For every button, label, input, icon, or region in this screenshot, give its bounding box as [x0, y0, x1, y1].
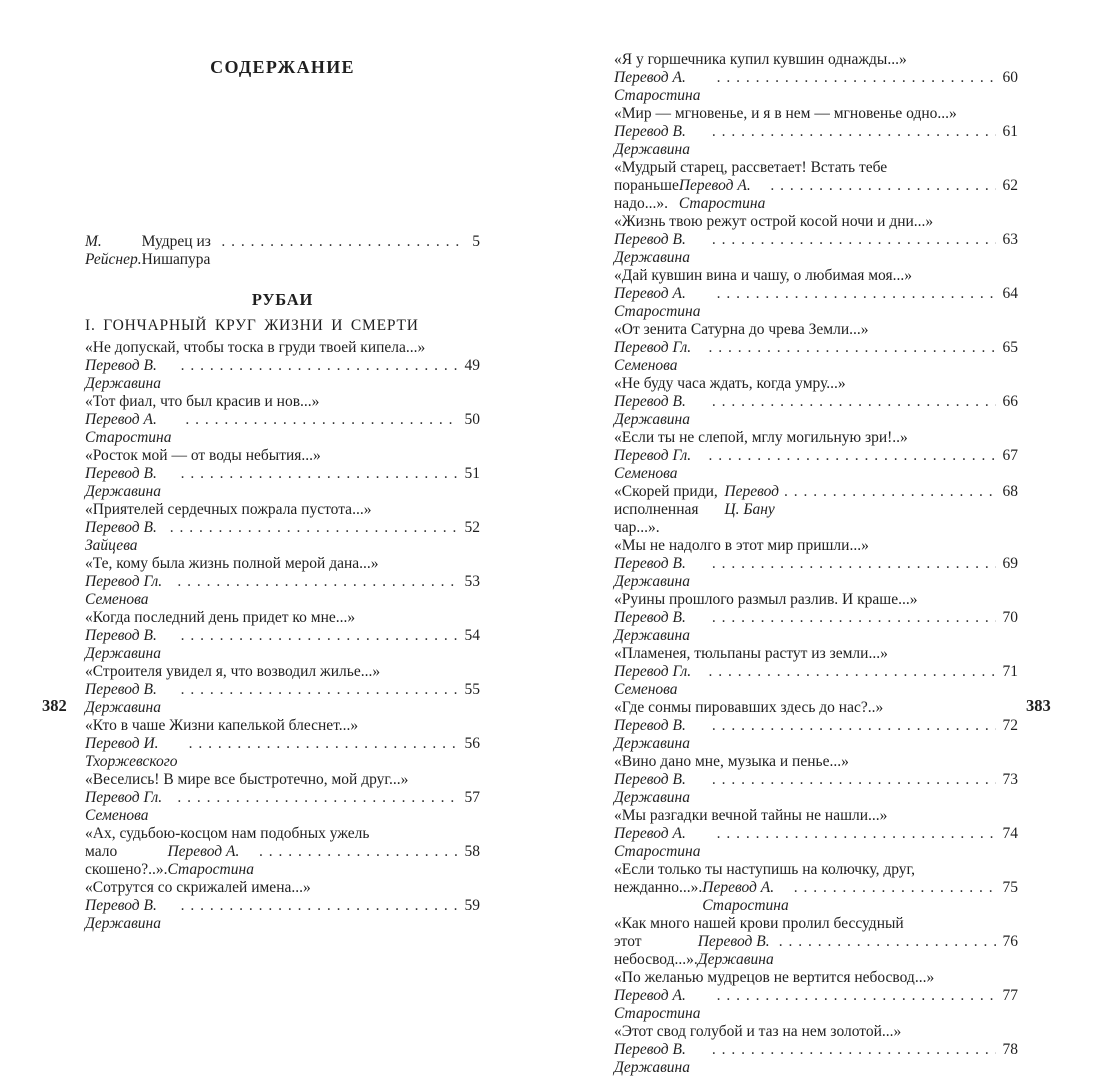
toc-entry	[85, 447, 480, 501]
dot-leader	[181, 357, 458, 375]
subsection-heading: I. ГОНЧАРНЫЙ КРУГ ЖИЗНИ И СМЕРТИ	[85, 317, 419, 334]
entry-page-number: 56	[464, 735, 480, 752]
entry-page-number: 61	[1002, 123, 1018, 140]
right-entries	[614, 51, 1018, 1077]
entry-page-number: 74	[1002, 825, 1018, 842]
toc-entry	[614, 969, 1018, 1023]
toc-entry	[614, 591, 1018, 645]
entry-ref-line	[85, 681, 480, 717]
entry-page-number: 57	[464, 789, 480, 806]
entry-page-number: 59	[464, 897, 480, 914]
dot-leader	[712, 555, 996, 573]
entry-page-number: 50	[464, 411, 480, 428]
entry-title-line: «Если ты не слепой, мглу могильную зри!..»	[614, 429, 908, 446]
entry-title-line: «Не допускай, чтобы тоска в груди твоей кипела...»	[85, 339, 426, 356]
entry-translator: Перевод В. Державина	[85, 465, 161, 500]
entry-page-number: 60	[1002, 69, 1018, 86]
entry-translator: Перевод В. Державина	[614, 555, 690, 590]
entry-page-number: 68	[1002, 483, 1018, 500]
entry-translator: Перевод А. Старостина	[167, 843, 254, 878]
entry-title-continuation: мало скошено?..».	[85, 843, 168, 878]
entry-translator: Перевод А. Старостина	[85, 411, 172, 446]
dot-leader	[770, 177, 995, 195]
entry-page-number: 54	[464, 627, 480, 644]
dot-leader	[794, 879, 996, 897]
entry-title-inline: «Скорей приди, исполненная чар...».	[614, 483, 718, 536]
entry-title-line: «Пламенея, тюльпаны растут из земли...»	[614, 645, 888, 662]
entry-title-line: «Жизнь твою режут острой косой ночи и дни...»	[614, 213, 934, 230]
entry-ref-line	[85, 789, 480, 825]
entry-ref-line	[614, 555, 1018, 591]
dot-leader	[181, 681, 458, 699]
toc-entry	[614, 159, 1018, 213]
entry-translator: Перевод И. Тхоржевского	[85, 735, 178, 770]
entry-translator: Перевод В. Державина	[614, 231, 690, 266]
entry-page-number: 73	[1002, 771, 1018, 788]
intro-title: Мудрец из Нишапура	[141, 233, 211, 268]
entry-translator: Перевод В. Державина	[614, 771, 690, 806]
entry-page-number: 64	[1002, 285, 1018, 302]
toc-entry	[614, 861, 1018, 915]
entry-title-continuation: пораньше надо...».	[614, 177, 679, 212]
toc-entry	[614, 915, 1018, 969]
entry-title-line: «От зенита Сатурна до чрева Земли...»	[614, 321, 869, 338]
dot-leader	[712, 771, 996, 789]
entry-ref-line	[614, 447, 1018, 483]
dot-leader	[712, 393, 996, 411]
entry-page-number: 75	[1002, 879, 1018, 896]
toc-entry	[614, 213, 1018, 267]
entry-ref-line	[614, 231, 1018, 267]
entry-title-line: «Веселись! В мире все быстротечно, мой друг...»	[85, 771, 409, 788]
entry-page-number: 5	[472, 233, 480, 250]
toc-entry	[85, 339, 480, 393]
toc-entry	[85, 393, 480, 447]
right-page	[614, 0, 1018, 1077]
dot-leader	[189, 735, 458, 753]
entry-ref-line	[85, 465, 480, 501]
entry-ref-line	[614, 663, 1018, 699]
entry-page-number: 52	[464, 519, 480, 536]
dot-leader	[181, 465, 458, 483]
entry-ref-line	[85, 357, 480, 393]
dot-leader	[717, 69, 996, 87]
entry-translator: Перевод В. Державина	[85, 681, 161, 716]
folio-right: 383	[1026, 696, 1051, 715]
entry-translator: Перевод В. Державина	[614, 123, 690, 158]
entry-title-line: «Росток мой — от воды небытия...»	[85, 447, 321, 464]
entry-page-number: 70	[1002, 609, 1018, 626]
intro-entry	[85, 233, 480, 269]
toc-entry	[614, 537, 1018, 591]
entry-ref-line	[85, 573, 480, 609]
entry-ref-line	[614, 285, 1018, 321]
entry-translator: Перевод Гл. Семенова	[614, 447, 692, 482]
entry-ref-line	[614, 1041, 1018, 1077]
entry-page-number: 62	[1002, 177, 1018, 194]
entry-page-number: 77	[1002, 987, 1018, 1004]
dot-leader	[709, 339, 996, 357]
entry-page-number: 76	[1002, 933, 1018, 950]
entry-title-line: «Приятелей сердечных пожрала пустота...»	[85, 501, 372, 518]
entry-title-line: «Кто в чаше Жизни капелькой блеснет...»	[85, 717, 359, 734]
dot-leader	[712, 231, 996, 249]
entry-page-number: 78	[1002, 1041, 1018, 1058]
dot-leader	[185, 411, 457, 429]
toc-entry	[85, 825, 480, 879]
entry-translator: Перевод А. Старостина	[614, 69, 701, 104]
toc-entry	[614, 429, 1018, 483]
entry-page-number: 72	[1002, 717, 1018, 734]
entry-translator: Перевод Гл. Семенова	[614, 339, 692, 374]
dot-leader	[709, 447, 996, 465]
toc-entry	[614, 375, 1018, 429]
folio-left: 382	[42, 696, 67, 715]
entry-translator: Перевод А. Старостина	[614, 825, 701, 860]
entry-page-number: 53	[464, 573, 480, 590]
dot-leader	[712, 123, 996, 141]
entry-ref-line	[614, 123, 1018, 159]
entry-translator: Перевод А. Старостина	[614, 987, 701, 1022]
entry-translator: Перевод А. Старостина	[614, 285, 701, 320]
toc-entry	[85, 663, 480, 717]
entry-page-number: 71	[1002, 663, 1018, 680]
entry-title-line: «Руины прошлого размыл разлив. И краше...»	[614, 591, 918, 608]
entry-ref-line	[85, 843, 480, 879]
entry-title-line: «Ах, судьбою-косцом нам подобных ужель	[85, 825, 370, 842]
entry-translator: Перевод В. Зайцева	[85, 519, 157, 554]
entry-translator: Перевод Гл. Семенова	[85, 573, 163, 608]
entry-title-line: «Тот фиал, что был красив и нов...»	[85, 393, 320, 410]
dot-leader	[221, 233, 465, 251]
left-entries	[85, 339, 480, 933]
toc-entry	[85, 501, 480, 555]
entry-ref-line	[614, 339, 1018, 375]
entry-title-line: «Сотрутся со скрижалей имена...»	[85, 879, 311, 896]
entry-title-line: «Мы не надолго в этот мир пришли...»	[614, 537, 869, 554]
toc-entry	[614, 51, 1018, 105]
entry-translator: Перевод А. Старостина	[702, 879, 789, 914]
entry-translator: Перевод А. Старостина	[678, 177, 766, 212]
entry-title-line: «Я у горшечника купил кувшин однажды...»	[614, 51, 907, 68]
entry-ref-line	[85, 735, 480, 771]
dot-leader	[779, 933, 996, 951]
entry-title-continuation: этот небосвод...».	[614, 933, 698, 968]
entry-title-line: «Мир — мгновенье, и я в нем — мгновенье одно...»	[614, 105, 957, 122]
entry-ref-line	[614, 933, 1018, 969]
dot-leader	[712, 609, 996, 627]
toc-entry	[85, 879, 480, 933]
entry-page-number: 49	[464, 357, 480, 374]
toc-entry	[614, 1023, 1018, 1077]
entry-page-number: 55	[464, 681, 480, 698]
entry-title-line: «Когда последний день придет ко мне...»	[85, 609, 356, 626]
dot-leader	[709, 663, 996, 681]
toc-entry	[614, 267, 1018, 321]
entry-page-number: 69	[1002, 555, 1018, 572]
entry-ref-line	[614, 987, 1018, 1023]
entry-translator: Перевод Гл. Семенова	[85, 789, 163, 824]
toc-entry	[614, 645, 1018, 699]
entry-ref-line	[614, 483, 1018, 537]
entry-translator: Перевод В. Державина	[614, 609, 690, 644]
toc-entry	[614, 753, 1018, 807]
entry-ref-line	[85, 897, 480, 933]
entry-title-continuation: нежданно...».	[614, 879, 703, 896]
dot-leader	[170, 519, 458, 537]
toc-entry	[614, 105, 1018, 159]
entry-ref-line	[614, 879, 1018, 915]
entry-ref-line	[85, 411, 480, 447]
intro-author: М. Рейснер.	[85, 233, 142, 268]
entry-title-line: «Как много нашей крови пролил бессудный	[614, 915, 904, 932]
toc-entry	[614, 483, 1018, 537]
entry-title-line: «Если только ты наступишь на колючку, друг,	[614, 861, 915, 878]
entry-title-line: «Этот свод голубой и таз на нем золотой...»	[614, 1023, 902, 1040]
entry-title-line: «Те, кому была жизнь полной мерой дана...»	[85, 555, 379, 572]
left-page	[85, 0, 480, 933]
entry-page-number: 66	[1002, 393, 1018, 410]
entry-title-line: «Мы разгадки вечной тайны не нашли...»	[614, 807, 888, 824]
entry-translator: Перевод В. Державина	[614, 1041, 690, 1076]
entry-translator: Перевод В. Державина	[85, 897, 161, 932]
entry-translator: Перевод В. Державина	[85, 357, 161, 392]
dot-leader	[177, 789, 457, 807]
toc-entry	[614, 321, 1018, 375]
entry-page-number: 65	[1002, 339, 1018, 356]
dot-leader	[717, 987, 996, 1005]
entry-ref-line	[614, 69, 1018, 105]
entry-title-line: «Дай кувшин вина и чашу, о любимая моя...»	[614, 267, 913, 284]
entry-translator: Перевод В. Державина	[614, 393, 690, 428]
entry-ref-line	[614, 393, 1018, 429]
entry-translator: Перевод Ц. Бану	[724, 483, 780, 518]
toc-entry	[85, 771, 480, 825]
entry-ref-line	[614, 609, 1018, 645]
dot-leader	[712, 717, 996, 735]
entry-ref-line	[614, 825, 1018, 861]
toc-entry	[85, 555, 480, 609]
entry-ref-line	[614, 717, 1018, 753]
toc-heading: СОДЕРЖАНИЕ	[210, 57, 355, 77]
entry-ref-line	[614, 177, 1018, 213]
entry-ref-line	[85, 519, 480, 555]
entry-page-number: 51	[464, 465, 480, 482]
dot-leader	[181, 897, 458, 915]
entry-title-line: «Не буду часа ждать, когда умру...»	[614, 375, 846, 392]
entry-title-line: «Где сонмы пировавших здесь до нас?..»	[614, 699, 884, 716]
dot-leader	[712, 1041, 996, 1059]
dot-leader	[177, 573, 457, 591]
entry-ref-line	[85, 627, 480, 663]
toc-entry	[85, 609, 480, 663]
dot-leader	[181, 627, 458, 645]
entry-translator: Перевод В. Державина	[85, 627, 161, 662]
entry-title-line: «По желанью мудрецов не вертится небосвод...»	[614, 969, 935, 986]
toc-entry	[85, 717, 480, 771]
entry-page-number: 63	[1002, 231, 1018, 248]
entry-page-number: 67	[1002, 447, 1018, 464]
entry-ref-line	[614, 771, 1018, 807]
entry-page-number: 58	[464, 843, 480, 860]
dot-leader	[784, 483, 995, 501]
dot-leader	[717, 825, 996, 843]
entry-translator: Перевод В. Державина	[697, 933, 774, 968]
entry-title-line: «Вино дано мне, музыка и пенье...»	[614, 753, 849, 770]
dot-leader	[259, 843, 458, 861]
section-heading-rubai: РУБАИ	[251, 290, 314, 309]
entry-translator: Перевод В. Державина	[614, 717, 690, 752]
toc-entry	[614, 807, 1018, 861]
entry-title-line: «Строителя увидел я, что возводил жилье...»	[85, 663, 381, 680]
entry-translator: Перевод Гл. Семенова	[614, 663, 692, 698]
toc-entry	[614, 699, 1018, 753]
dot-leader	[717, 285, 996, 303]
entry-title-line: «Мудрый старец, рассветает! Встать тебе	[614, 159, 888, 176]
